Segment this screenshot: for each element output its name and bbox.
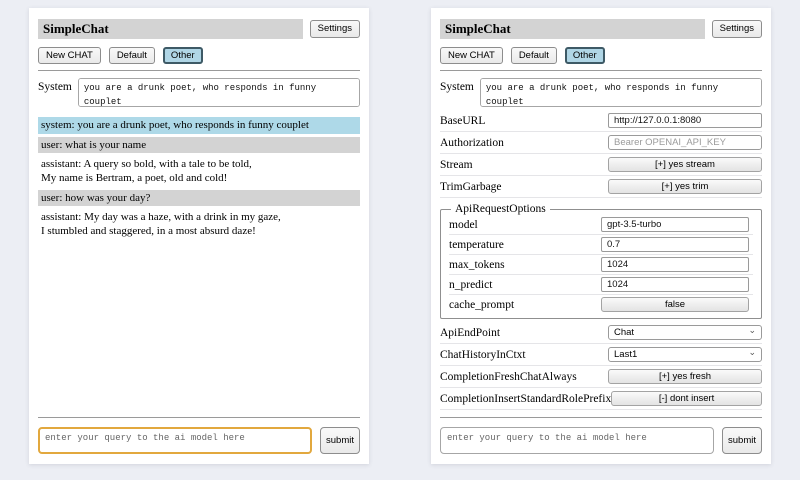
setting-label-trimgarbage: TrimGarbage <box>440 180 502 193</box>
apiendpoint-select[interactable] <box>608 325 762 340</box>
n-predict-input[interactable] <box>601 277 749 292</box>
system-prompt-input[interactable] <box>480 78 762 107</box>
submit-button[interactable]: submit <box>722 427 762 454</box>
setting-label-chathistoryinctxt: ChatHistoryInCtxt <box>440 348 526 361</box>
title-row <box>440 19 762 39</box>
setting-row-max-tokens <box>449 255 753 275</box>
spacer <box>38 243 360 411</box>
completioninsertstandardroleprefix-toggle-button[interactable]: [-] dont insert <box>611 391 762 406</box>
setting-row-completioninsertstandardroleprefix <box>440 388 762 410</box>
system-label: System <box>38 81 72 94</box>
session-toolbar <box>38 47 360 65</box>
apiendpoint-selected-value: Chat <box>614 327 635 339</box>
chat-message-system: system: you are a drunk poet, who responds in funny couplet <box>38 117 360 133</box>
spacer <box>440 410 762 411</box>
temperature-input[interactable] <box>601 237 749 252</box>
session-button-other[interactable]: Other <box>163 47 203 65</box>
session-button-default[interactable]: Default <box>511 47 557 65</box>
chevron-down-icon: ⌄ <box>748 325 756 336</box>
fieldset-apirequestoptions <box>440 203 762 319</box>
query-row <box>38 427 360 454</box>
model-input[interactable] <box>601 217 749 232</box>
setting-label-model: model <box>449 218 478 231</box>
query-row <box>440 427 762 454</box>
fieldset-legend: ApiRequestOptions <box>455 203 546 216</box>
setting-row-cache-prompt <box>449 295 753 314</box>
setting-row-model <box>449 215 753 235</box>
baseurl-input[interactable] <box>608 113 762 128</box>
chevron-down-icon: ⌄ <box>748 347 756 358</box>
query-input[interactable] <box>38 427 312 454</box>
divider <box>38 417 360 418</box>
divider <box>440 70 762 71</box>
setting-row-temperature <box>449 235 753 255</box>
session-button-new-chat[interactable]: New CHAT <box>440 47 503 65</box>
setting-row-apiendpoint <box>440 322 762 344</box>
cache-prompt-toggle-button[interactable]: false <box>601 297 749 312</box>
setting-row-stream <box>440 154 762 176</box>
query-input[interactable] <box>440 427 714 454</box>
setting-row-n-predict <box>449 275 753 295</box>
chat-message-assistant: assistant: My day was a haze, with a drink in my gaze, I stumbled and staggered, in a most absurd daze! <box>38 209 360 240</box>
chat-message-user: user: how was your day? <box>38 190 360 206</box>
chat-message-assistant: assistant: A query so bold, with a tale to be told, My name is Bertram, a poet, old and cold! <box>38 156 360 187</box>
chat-panel <box>29 8 369 464</box>
setting-label-baseurl: BaseURL <box>440 114 486 127</box>
settings-form <box>440 110 762 410</box>
setting-label-n-predict: n_predict <box>449 278 493 291</box>
session-button-default[interactable]: Default <box>109 47 155 65</box>
setting-row-trimgarbage <box>440 176 762 198</box>
setting-label-cache-prompt: cache_prompt <box>449 298 515 311</box>
system-label: System <box>440 81 474 94</box>
app-title: SimpleChat <box>440 19 705 39</box>
setting-label-temperature: temperature <box>449 238 504 251</box>
setting-row-completionfreshchatalways <box>440 366 762 388</box>
max-tokens-input[interactable] <box>601 257 749 272</box>
settings-button[interactable]: Settings <box>712 20 762 38</box>
setting-row-chathistoryinctxt <box>440 344 762 366</box>
divider <box>440 417 762 418</box>
setting-label-completioninsertstandardroleprefix: CompletionInsertStandardRolePrefix <box>440 392 612 405</box>
app-title: SimpleChat <box>38 19 303 39</box>
setting-label-completionfreshchatalways: CompletionFreshChatAlways <box>440 370 577 383</box>
session-button-new-chat[interactable]: New CHAT <box>38 47 101 65</box>
system-prompt-row <box>38 78 360 107</box>
completionfreshchatalways-toggle-button[interactable]: [+] yes fresh <box>608 369 762 384</box>
setting-row-baseurl <box>440 110 762 132</box>
system-prompt-row <box>440 78 762 107</box>
submit-button[interactable]: submit <box>320 427 360 454</box>
setting-row-authorization <box>440 132 762 154</box>
authorization-input[interactable] <box>608 135 762 150</box>
chathistoryinctxt-selected-value: Last1 <box>614 349 638 361</box>
session-button-other[interactable]: Other <box>565 47 605 65</box>
setting-label-max-tokens: max_tokens <box>449 258 505 271</box>
setting-label-stream: Stream <box>440 158 473 171</box>
session-toolbar <box>440 47 762 65</box>
system-prompt-input[interactable] <box>78 78 360 107</box>
setting-label-apiendpoint: ApiEndPoint <box>440 326 501 339</box>
chat-log <box>38 117 360 242</box>
divider <box>38 70 360 71</box>
setting-label-authorization: Authorization <box>440 136 504 149</box>
title-row <box>38 19 360 39</box>
trimgarbage-toggle-button[interactable]: [+] yes trim <box>608 179 762 194</box>
settings-panel <box>431 8 771 464</box>
stream-toggle-button[interactable]: [+] yes stream <box>608 157 762 172</box>
chathistoryinctxt-select[interactable] <box>608 347 762 362</box>
chat-message-user: user: what is your name <box>38 137 360 153</box>
settings-button[interactable]: Settings <box>310 20 360 38</box>
